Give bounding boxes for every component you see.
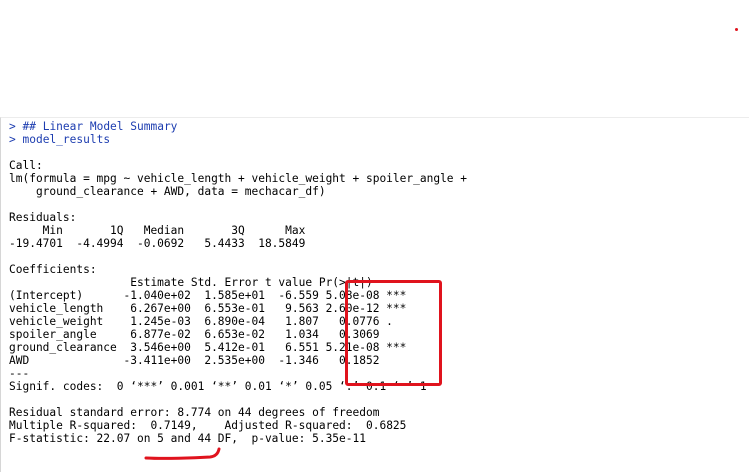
- signif-codes: Signif. codes: 0 ‘***’ 0.001 ‘**’ 0.01 ‘*’ 0.05 ‘.’ 0.1 ‘ ’ 1: [9, 380, 427, 393]
- command-text: model_results: [22, 133, 111, 146]
- call-label: Call:: [9, 159, 43, 172]
- residual-standard-error: Residual standard error: 8.774 on 44 degrees of freedom: [9, 406, 380, 419]
- red-dot-marker: [735, 28, 738, 31]
- command-line: [9, 133, 110, 146]
- prompt: >: [9, 133, 16, 146]
- call-line: lm(formula = mpg ~ vehicle_length + vehicle_weight + spoiler_angle +: [9, 172, 468, 185]
- command-text: ## Linear Model Summary: [22, 120, 178, 133]
- coefficients-label: Coefficients:: [9, 263, 97, 276]
- prompt: >: [9, 120, 16, 133]
- coefficients-header: Estimate Std. Error t value Pr(>|t|): [9, 276, 400, 289]
- pvalue-highlight-box: [345, 280, 442, 386]
- coef-row: ground_clearance 3.546e+00 5.412e-01 6.551 5.21e-08 ***: [9, 341, 407, 354]
- residuals-header: Min 1Q Median 3Q Max: [9, 224, 313, 237]
- command-line: [9, 120, 177, 133]
- residuals-values: -19.4701 -4.4994 -0.0692 5.4433 18.5849: [9, 237, 313, 250]
- r-squared-underline: [144, 447, 224, 461]
- coef-row: vehicle_length 6.267e+00 6.553e-01 9.563 2.60e-12 ***: [9, 302, 407, 315]
- f-statistic: F-statistic: 22.07 on 5 and 44 DF, p-value: 5.35e-11: [9, 432, 366, 445]
- coef-row: AWD -3.411e+00 2.535e+00 -1.346 0.1852: [9, 354, 407, 367]
- coef-row: (Intercept) -1.040e+02 1.585e+01 -6.559 5.08e-08 ***: [9, 289, 407, 302]
- call-line: ground_clearance + AWD, data = mechacar_df): [9, 185, 326, 198]
- coef-row: vehicle_weight 1.245e-03 6.890e-04 1.807 0.0776 .: [9, 315, 407, 328]
- coef-row: spoiler_angle 6.877e-02 6.653e-02 1.034 0.3069: [9, 328, 407, 341]
- separator: ---: [9, 367, 30, 380]
- r-squared: Multiple R-squared: 0.7149, Adjusted R-squared: 0.6825: [9, 419, 414, 432]
- blank-area: [0, 0, 749, 118]
- residuals-label: Residuals:: [9, 211, 77, 224]
